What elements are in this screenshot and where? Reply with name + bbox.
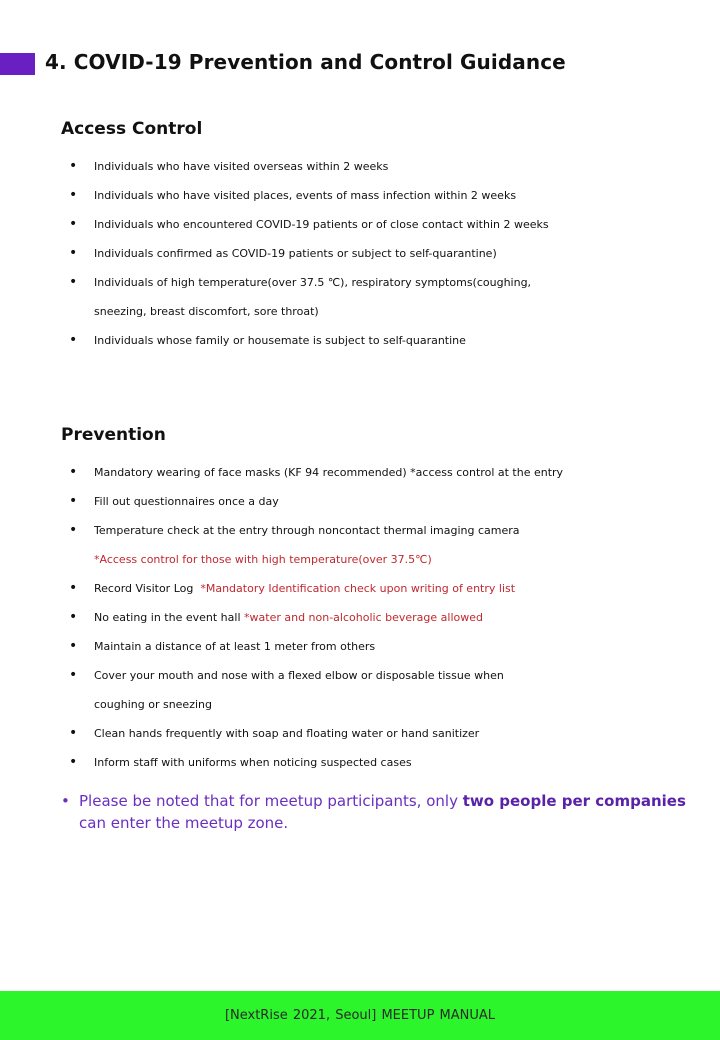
- list-item: • Maintain a distance of at least 1 meter from others: [0, 632, 720, 661]
- page-title: 4. COVID-19 Prevention and Control Guidance: [45, 50, 566, 74]
- list-item: • Clean hands frequently with soap and floating water or hand sanitizer: [0, 719, 720, 748]
- bullet-icon: •: [69, 667, 78, 683]
- access-control-heading: Access Control: [61, 119, 203, 139]
- prevention-list: [0, 458, 720, 777]
- bullet-icon: •: [69, 332, 78, 348]
- access-control-list: [0, 152, 720, 355]
- bullet-icon: •: [69, 493, 78, 509]
- bullet-icon: •: [69, 725, 78, 741]
- list-item: • Individuals who have visited places, events of mass infection within 2 weeks: [0, 181, 720, 210]
- list-item: • Mandatory wearing of face masks (KF 94 recommended) *access control at the entry: [0, 458, 720, 487]
- high-temperature-note: *Access control for those with high temperature(over 37.5℃): [94, 553, 432, 566]
- list-item-continuation: coughing or sneezing: [94, 698, 212, 711]
- title-accent-bar: [0, 53, 35, 75]
- list-item: • Fill out questionnaires once a day: [0, 487, 720, 516]
- bullet-icon: •: [69, 216, 78, 232]
- list-item: • Cover your mouth and nose with a flexed elbow or disposable tissue when: [0, 661, 720, 690]
- bullet-icon: •: [69, 245, 78, 261]
- bullet-icon: •: [61, 792, 70, 810]
- meetup-participants-note: • Please be noted that for meetup participants, only two people per companies can enter the meetup zone.: [61, 792, 686, 832]
- footer-text: [NextRise 2021, Seoul] MEETUP MANUAL: [224, 1008, 496, 1023]
- list-item: • Individuals whose family or housemate is subject to self-quarantine: [0, 326, 720, 355]
- list-item: • Individuals who have visited overseas within 2 weeks: [0, 152, 720, 181]
- list-item: • No eating in the event hall *water and non-alcoholic beverage allowed: [0, 603, 720, 632]
- bullet-icon: •: [69, 609, 78, 625]
- bullet-icon: •: [69, 754, 78, 770]
- note-emphasis: two people per companies: [462, 792, 686, 810]
- bullet-icon: •: [69, 580, 78, 596]
- list-item: • Individuals confirmed as COVID-19 patients or subject to self-quarantine): [0, 239, 720, 268]
- bullet-icon: •: [69, 638, 78, 654]
- bullet-icon: •: [69, 464, 78, 480]
- list-item: • Inform staff with uniforms when noticing suspected cases: [0, 748, 720, 777]
- prevention-heading: Prevention: [61, 425, 166, 445]
- list-item: • Individuals of high temperature(over 37.5 ℃), respiratory symptoms(coughing,: [0, 268, 720, 297]
- list-item-continuation: sneezing, breast discomfort, sore throat): [94, 305, 319, 318]
- bullet-icon: •: [69, 522, 78, 538]
- beverage-note: *water and non-alcoholic beverage allowed: [244, 611, 483, 624]
- bullet-icon: •: [69, 158, 78, 174]
- list-item: • Temperature check at the entry through noncontact thermal imaging camera: [0, 516, 720, 545]
- list-item-continuation: [0, 545, 720, 574]
- bullet-icon: •: [69, 187, 78, 203]
- list-item: • Individuals who encountered COVID-19 patients or of close contact within 2 weeks: [0, 210, 720, 239]
- list-item: • Record Visitor Log *Mandatory Identification check upon writing of entry list: [0, 574, 720, 603]
- identification-note: *Mandatory Identification check upon writing of entry list: [200, 582, 516, 595]
- bullet-icon: •: [69, 274, 78, 290]
- footer-bar: [0, 991, 720, 1040]
